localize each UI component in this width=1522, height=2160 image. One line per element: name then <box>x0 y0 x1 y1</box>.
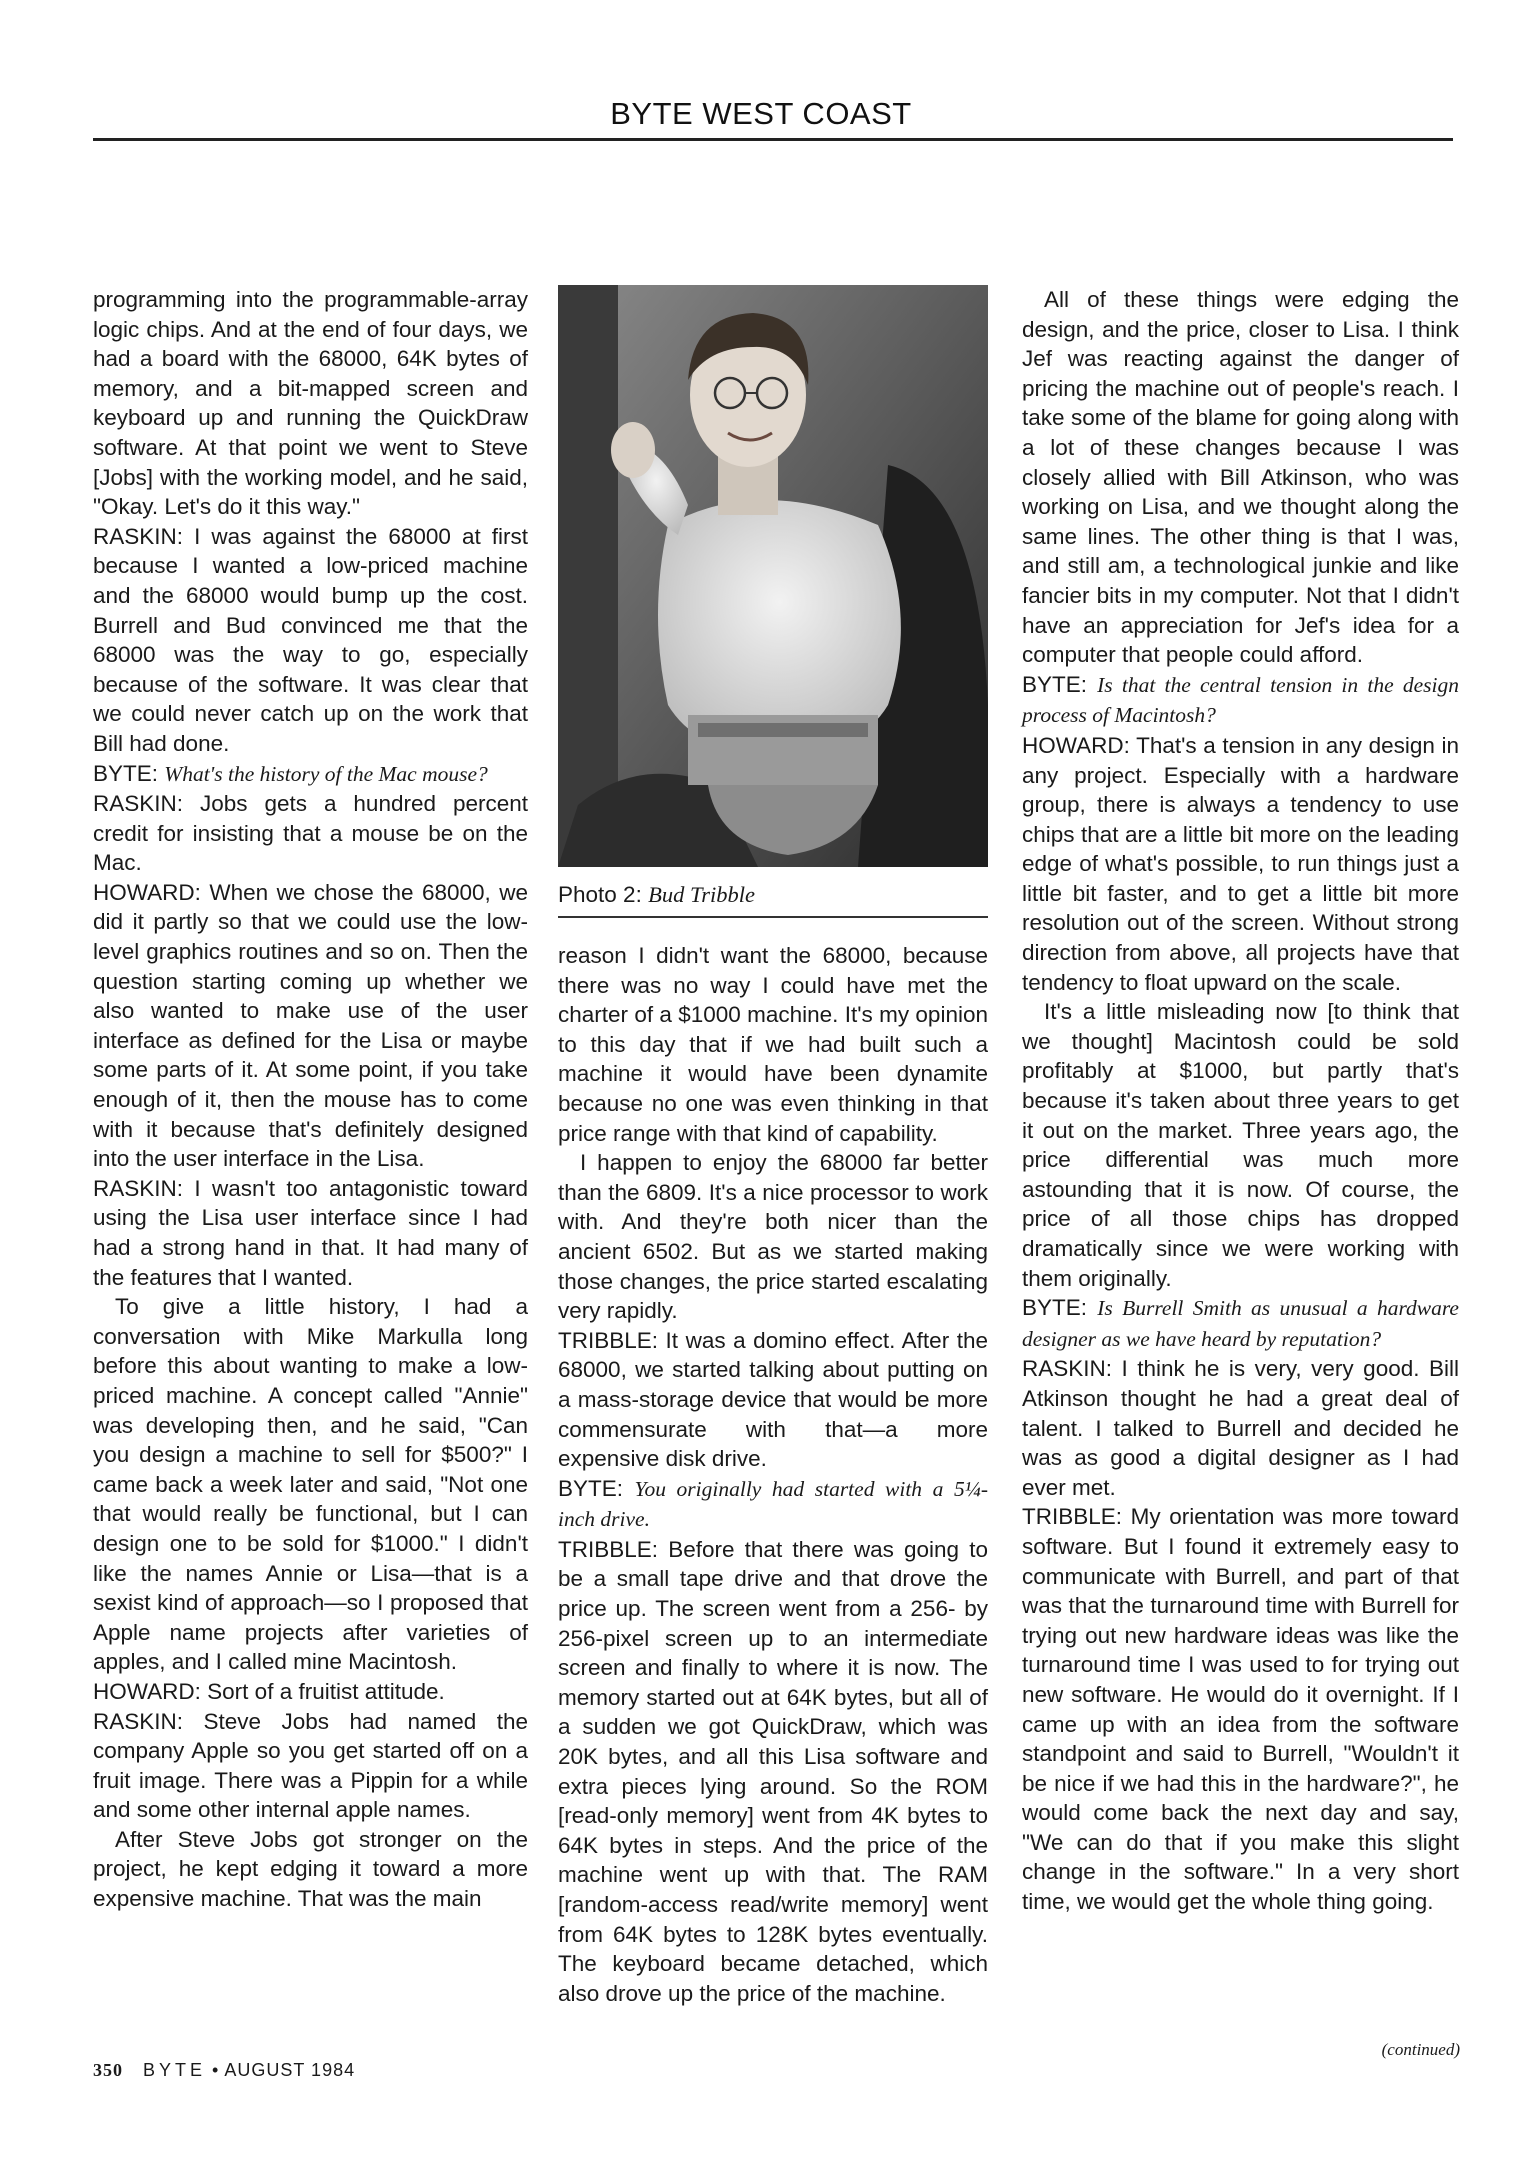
question-text: What's the history of the Mac mouse? <box>164 761 488 786</box>
speaker-label: BYTE: <box>558 1475 624 1501</box>
interview-question <box>93 759 528 790</box>
question-text: Is Burrell Smith as unusual a hardware designer as we have heard by reputation? <box>1022 1296 1459 1351</box>
question-text: Is that the central tension in the design process of Macintosh? <box>1022 672 1459 728</box>
page-footer <box>93 2060 355 2081</box>
paragraph: RASKIN: I wasn't too antagonistic toward using the Lisa user interface since I had had a strong hand in that. It had many of the features that I wanted. <box>93 1175 528 1290</box>
header-rule <box>93 138 1453 141</box>
paragraph: I happen to enjoy the 68000 far better than the 6809. It's a nice processor to work with. And they're both nicer than the ancient 6502. But as we started making those changes, the price started escalating very rapidly. <box>558 1150 988 1324</box>
paragraph: After Steve Jobs got stronger on the project, he kept edging it toward a more expensive machine. That was the main <box>93 1826 528 1912</box>
paragraph: All of these things were edging the design, and the price, closer to Lisa. I think Jef was reacting against the danger of pricing the machine out of people's reach. I take some of the blame for going along with a lot of these changes because I was closely allied with Bill Atkinson, who was working on Lisa, and we thought along the same lines. The other thing is that I was, and still am, a technological junkie and like fancier bits in my computer. Not that I didn't have an appreciation for Jef's idea for a computer that people could afford. <box>1022 287 1459 668</box>
caption-rule <box>558 916 988 918</box>
paragraph: RASKIN: Steve Jobs had named the company Apple so you get started off on a fruit image. There was a Pippin for a while and some other internal apple names. <box>93 1708 528 1823</box>
paragraph: It's a little misleading now [to think that we thought] Macintosh could be sold profitably at $1000, but partly that's because it's taken about three years to get it out on the market. Three years ago, the price differential was much more astounding that it is now. Of course, the price of all those chips has dropped dramatically since we were working with them originally. <box>1022 999 1459 1291</box>
paragraph: HOWARD: When we chose the 68000, we did it partly so that we could use the low-level graphics routines and so on. Then the question starting coming up whether we also wanted to make use of the user interface as defined for the Lisa or maybe some parts of it. At some point, if you take enough of it, then the mouse has to come with it because that's definitely designed into the user interface in the Lisa. <box>93 879 528 1172</box>
paragraph: TRIBBLE: Before that there was going to be a small tape drive and that drove the price up. The screen went from a 256- by 256-pixel screen up to an intermediate screen and finally to where it is now. The memory started out at 64K bytes, but all of a sudden we got QuickDraw, which was 20K bytes, and all this Lisa software and extra pieces lying around. So the ROM [read-only memory] went from 4K bytes to 64K bytes in steps. And the price of the machine went up with that. The RAM [random-access read/write memory] went from 64K bytes to 128K bytes eventually. The keyboard became detached, which also drove up the price of the machine. <box>558 1536 988 2006</box>
paragraph: HOWARD: That's a tension in any design in any project. Especially with a hardware group, there is always a tendency to use chips that are a little bit more on the leading edge of what's possible, to run things just a little bit faster, and to get a little bit more resolution out of the screen. Without strong direction from above, all projects have that tendency to float upward on the scale. <box>1022 732 1459 995</box>
paragraph: TRIBBLE: My orientation was more toward software. But I found it extremely easy to communicate with Burrell, and part of that was that the turnaround time with Burrell for trying out new hardware ideas was like the turnaround time I was used to for trying out new software. He would do it overnight. If I came up with an idea from the software standpoint and said to Burrell, "Wouldn't it be nice if we had this in the hardware?", he would come back the next day and say, "We can do that if you make this slight change in the software." In a very short time, we would get the whole thing going. <box>1022 1504 1459 1915</box>
interview-question <box>1022 670 1459 731</box>
paragraph: HOWARD: Sort of a fruitist attitude. <box>93 1678 445 1704</box>
article-column-3 <box>1022 285 1459 1917</box>
photo-caption <box>558 880 988 910</box>
paragraph: reason I didn't want the 68000, because there was no way I could have met the charter of a $1000 machine. It's my opinion to this day that if we had built such a machine it would have been dynamite because no one was even thinking in that price range with that kind of capability. <box>558 943 988 1146</box>
question-text: You originally had started with a 5¼-inch drive. <box>558 1476 988 1532</box>
article-column-1 <box>93 285 528 1914</box>
speaker-label: BYTE: <box>1022 1295 1088 1321</box>
paragraph: To give a little history, I had a conversation with Mike Markulla long before this about wanting to make a low-priced machine. A concept called "Annie" was developing then, and he said, "Can you design a machine to sell for $500?" I came back a week later and said, "Not one that would really be functional, but I can design one to be sold for $1000." I didn't like the names Annie or Lisa—that is a sexist kind of approach—so I proposed that Apple name projects after varieties of apples, and I called mine Macintosh. <box>93 1294 528 1675</box>
paragraph: RASKIN: I was against the 68000 at first because I wanted a low-priced machine and the 68000 would bump up the cost. Burrell and Bud convinced me that the 68000 was the way to go, especially because of the software. It was clear that we could never catch up on the work that Bill had done. <box>93 523 528 756</box>
caption-label: Photo 2: <box>558 882 642 907</box>
paragraph: RASKIN: I think he is very, very good. Bill Atkinson thought he had a great deal of talent. I talked to Burrell and decided he was as good a digital designer as I had ever met. <box>1022 1356 1459 1500</box>
issue-date: AUGUST 1984 <box>224 2060 356 2080</box>
paragraph: programming into the programmable-array logic chips. And at the end of four days, we had a board with the 68000, 64K bytes of memory, and a bit-mapped screen and keyboard up and running the QuickDraw software. At that point we went to Steve [Jobs] with the working model, and he said, "Okay. Let's do it this way." <box>93 287 528 520</box>
interview-question <box>558 1474 988 1535</box>
magazine-name: BYTE <box>143 2060 207 2080</box>
speaker-label: BYTE: <box>1022 671 1088 697</box>
interview-question <box>1022 1293 1459 1354</box>
footer-separator: • <box>212 2060 220 2080</box>
continued-marker: (continued) <box>1381 2040 1460 2059</box>
paragraph: TRIBBLE: It was a domino effect. After the 68000, we started talking about putting on a mass-storage device that would be more commensurate with that—a more expensive disk drive. <box>558 1327 988 1472</box>
portrait-illustration <box>558 285 988 867</box>
article-column-2 <box>558 941 988 2008</box>
running-header: BYTE WEST COAST <box>610 96 912 131</box>
speaker-label: BYTE: <box>93 760 159 786</box>
page-number: 350 <box>93 2060 123 2080</box>
paragraph: RASKIN: Jobs gets a hundred percent credit for insisting that a mouse be on the Mac. <box>93 791 528 876</box>
caption-name: Bud Tribble <box>648 882 755 907</box>
photo-bud-tribble <box>558 285 988 867</box>
